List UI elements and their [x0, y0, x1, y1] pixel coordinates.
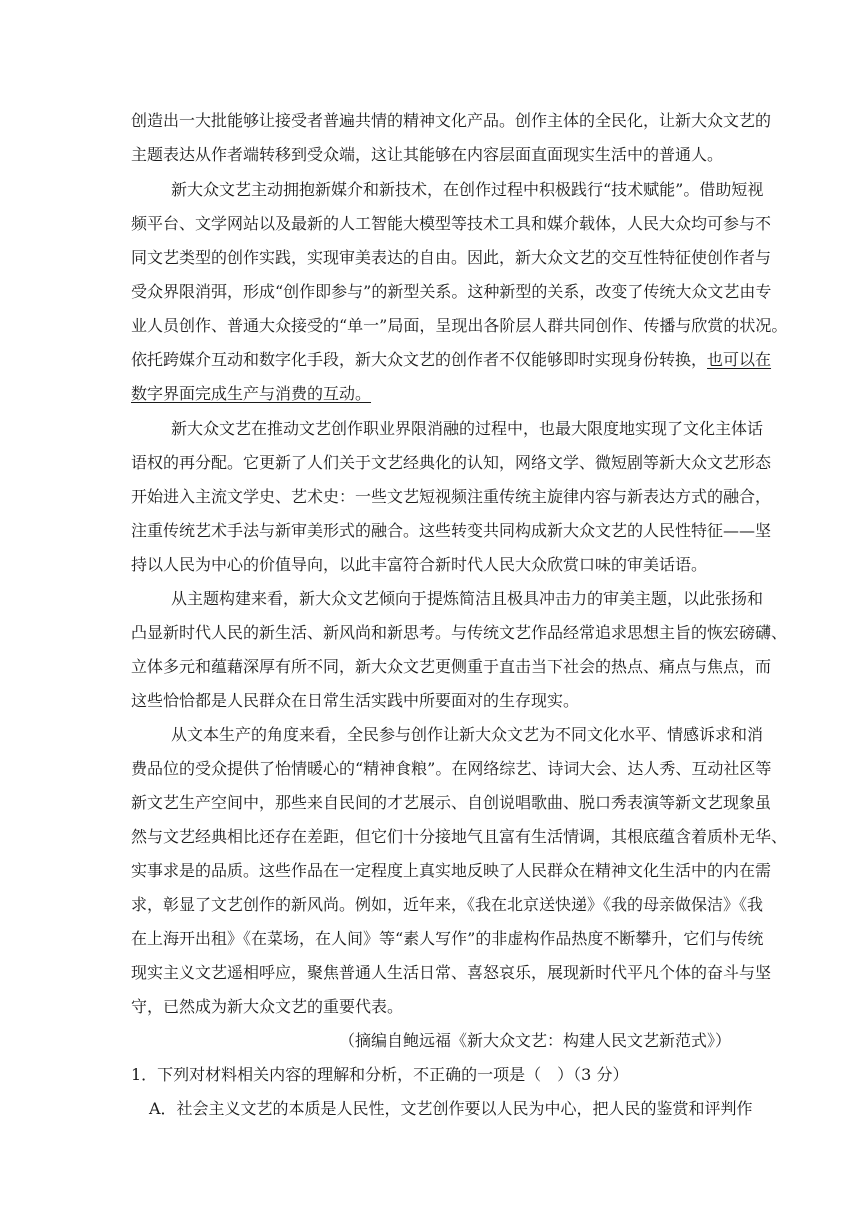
- text-span: 依托跨媒介互动和数字化手段，新大众文艺的创作者不仅能够即时实现身份转换，: [131, 350, 708, 369]
- text-line: 业人员创作、普通大众接受的“单一”局面，呈现出各阶层人群共同创作、传播与欣赏的状况。: [131, 316, 788, 335]
- text-line: 费品位的受众提供了怡情暖心的“精神食粮”。在网络综艺、诗词大会、达人秀、互动社区等: [131, 759, 772, 778]
- text-line: 注重传统艺术手法与新审美形式的融合。这些转变共同构成新大众文艺的人民性特征——坚: [131, 521, 772, 540]
- option-a: A．社会主义文艺的本质是人民性，文艺创作要以人民为中心，把人民的鉴赏和评判作: [149, 1099, 753, 1118]
- text-line: 然与文艺经典相比还存在差距，但它们十分接地气且富有生活情调，其根底蕴含着质朴无华、: [131, 827, 788, 846]
- underlined-text: 也可以在: [707, 350, 772, 369]
- text-line: 在上海开出租》《在菜场，在人间》等“素人写作”的非虚构作品热度不断攀升，它们与传统: [131, 929, 764, 948]
- text-line: 守，已然成为新大众文艺的重要代表。: [131, 997, 404, 1016]
- paragraph-first-line: 新大众文艺在推动文艺创作职业界限消融的过程中，也最大限度地实现了文化主体话: [171, 419, 764, 438]
- paragraph-first-line: 新大众文艺主动拥抱新媒介和新技术，在创作过程中积极践行“技术赋能”。借助短视: [171, 180, 764, 199]
- text-line: 语权的再分配。它更新了人们关于文艺经典化的认知，网络文学、微短剧等新大众文艺形态: [131, 453, 772, 472]
- underlined-text: 数字界面完成生产与消费的互动。: [131, 384, 372, 403]
- text-line: 凸显新时代人民的新生活、新风尚和新思考。与传统文艺作品经常追求思想主旨的恢宏磅礴、: [131, 623, 788, 642]
- text-line: 频平台、文学网站以及最新的人工智能大模型等技术工具和媒介载体，人民大众均可参与不: [131, 214, 772, 233]
- paragraph-first-line: 从主题构建来看，新大众文艺倾向于提炼简洁且极具冲击力的审美主题，以此张扬和: [171, 589, 764, 608]
- text-line: 持以人民为中心的价值导向，以此丰富符合新时代人民大众欣赏口味的审美话语。: [131, 555, 708, 574]
- text-line: 新文艺生产空间中，那些来自民间的才艺展示、自创说唱歌曲、脱口秀表演等新文艺现象虽: [131, 793, 772, 812]
- source-citation: （摘编自鲍远福《新大众文艺：构建人民文艺新范式》）: [338, 1031, 731, 1050]
- text-line: 实事求是的品质。这些作品在一定程度上真实地反映了人民群众在精神文化生活中的内在需: [131, 861, 772, 880]
- paragraph-first-line: 从文本生产的角度来看，全民参与创作让新大众文艺为不同文化水平、情感诉求和消: [171, 725, 764, 744]
- text-line: [131, 350, 772, 370]
- text-line: 主题表达从作者端转移到受众端，这让其能够在内容层面直面现实生活中的普通人。: [131, 145, 724, 164]
- text-line: 创造出一大批能够让接受者普遍共情的精神文化产品。创作主体的全民化，让新大众文艺的: [131, 111, 772, 130]
- question-stem: 1．下列对材料相关内容的理解和分析，不正确的一项是（ ）（3 分）: [131, 1065, 629, 1084]
- text-line: 立体多元和蕴藉深厚有所不同，新大众文艺更侧重于直击当下社会的热点、痛点与焦点，而: [131, 657, 772, 676]
- text-line: 同文艺类型的创作实践，实现审美表达的自由。因此，新大众文艺的交互性特征使创作者与: [131, 248, 772, 267]
- text-line: 求，彰显了文艺创作的新风尚。例如，近年来，《我在北京送快递》《我的母亲做保洁》《我: [131, 895, 764, 914]
- text-line: 这些恰恰都是人民群众在日常生活实践中所要面对的生存现实。: [131, 691, 580, 710]
- text-line: 开始进入主流文学史、艺术史：一些文艺短视频注重传统主旋律内容与新表达方式的融合，: [131, 487, 772, 506]
- text-line: 受众界限消弭，形成“创作即参与”的新型关系。这种新型的关系，改变了传统大众文艺由专: [131, 282, 772, 301]
- text-line: 现实主义文艺遥相呼应，聚焦普通人生活日常、喜怒哀乐，展现新时代平凡个体的奋斗与坚: [131, 963, 772, 982]
- text-line: [131, 384, 731, 404]
